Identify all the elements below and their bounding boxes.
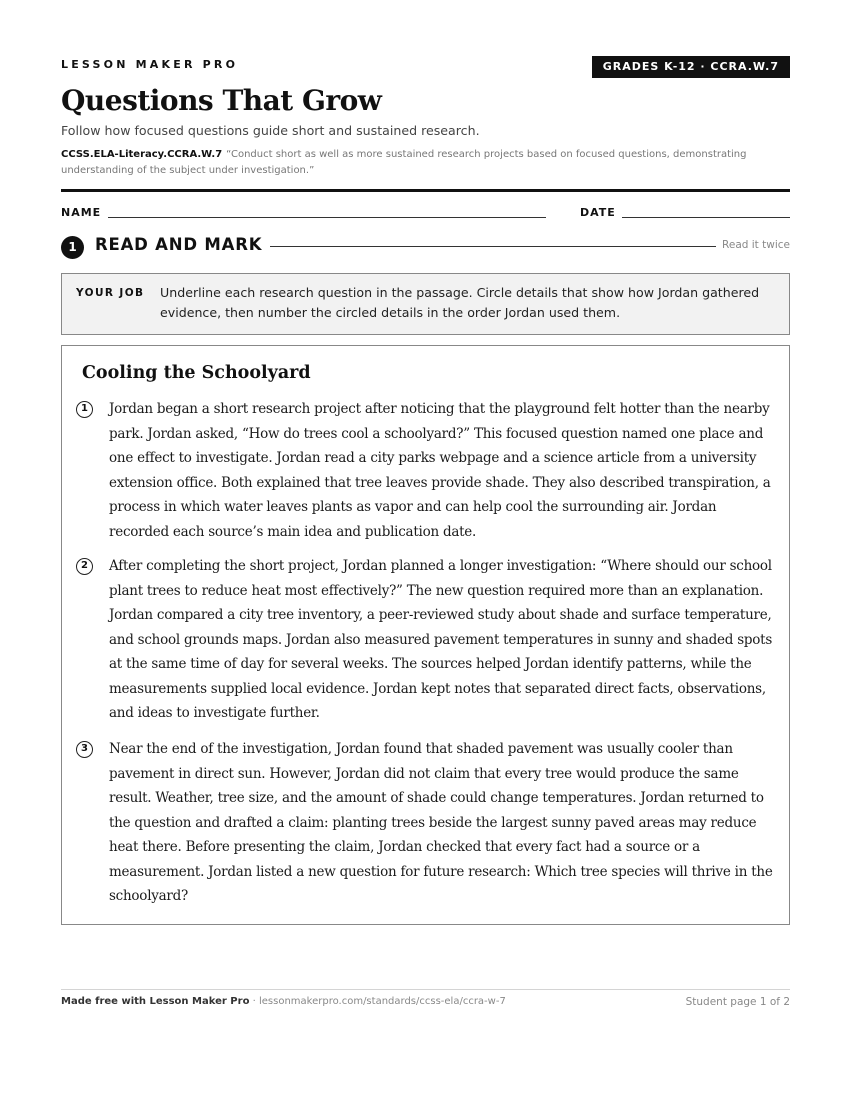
standard-code: CCSS.ELA-Literacy.CCRA.W.7 xyxy=(61,149,223,160)
brand-name: LESSON MAKER PRO xyxy=(61,58,239,71)
section-title: READ AND MARK xyxy=(95,235,263,254)
paragraph-number: 1 xyxy=(76,401,93,418)
header-divider xyxy=(61,189,790,192)
reading-passage xyxy=(61,345,790,925)
paragraph-text: Jordan began a short research project after noticing that the playground felt hotter than the nearby park. Jordan asked, “How do trees cool a schoolyard?” This focused question named one place and one effect to investigate. Jordan read a city parks webpage and a science article from a university extension office. Both explained that tree leaves provide shade. They also described transpiration, a process in which water leaves plants as vapor and can help cool the surrounding air. Jordan recorded each source’s main idea and publication date. xyxy=(109,401,771,540)
footer-divider xyxy=(61,989,790,990)
standard-text: “Conduct short as well as more sustained research projects based on focused questions, demonstrating understanding of the subject under investigation.” xyxy=(61,149,747,176)
name-label: NAME xyxy=(61,206,102,219)
date-label: DATE xyxy=(580,206,616,219)
page-title: Questions That Grow xyxy=(61,84,382,117)
passage-title: Cooling the Schoolyard xyxy=(82,363,311,383)
page-subtitle: Follow how focused questions guide short and sustained research. xyxy=(61,123,480,138)
paragraph-text: Near the end of the investigation, Jordan found that shaded pavement was usually cooler than pavement in direct sun. However, Jordan did not claim that every tree would produce the same result. Weather, tree size, and the amount of shade could change temperatures. Jordan returned to the question and drafted a claim: planting trees beside the largest sunny paved areas may reduce heat there. Before presenting the claim, Jordan checked that every fact had a source or a measurement. Jordan listed a new question for future research: Which tree species will thrive in the schoolyard? xyxy=(109,741,773,904)
name-field[interactable] xyxy=(108,217,546,218)
instructions-text: Underline each research question in the passage. Circle details that show how Jordan gathered evidence, then number the circled details in the order Jordan used them. xyxy=(160,285,760,320)
section-note: Read it twice xyxy=(722,239,790,251)
section-rule xyxy=(270,246,716,247)
instructions-label: YOUR JOB xyxy=(76,287,145,299)
footer-credit xyxy=(61,996,506,1007)
section-number-badge: 1 xyxy=(61,236,84,259)
footer-url: · lessonmakerpro.com/standards/ccss-ela/ccra-w-7 xyxy=(249,996,506,1007)
footer-made-with: Made free with Lesson Maker Pro xyxy=(61,996,250,1007)
date-field[interactable] xyxy=(622,217,790,218)
paragraph-number: 3 xyxy=(76,741,93,758)
instructions-box xyxy=(61,273,790,335)
worksheet-page xyxy=(61,0,790,1100)
top-bar xyxy=(61,56,790,78)
footer-page-number: Student page 1 of 2 xyxy=(685,996,790,1008)
paragraph-number: 2 xyxy=(76,558,93,575)
grade-badge: GRADES K-12 · CCRA.W.7 xyxy=(592,56,790,78)
standard-citation xyxy=(61,147,790,179)
paragraph-text: After completing the short project, Jordan planned a longer investigation: “Where should our school plant trees to reduce heat most effectively?” The new question required more than an explanation. Jordan compared a city tree inventory, a peer-reviewed study about shade and surface temperature, and school grounds maps. Jordan also measured pavement temperatures in sunny and shaded spots at the same time of day for several weeks. The sources helped Jordan identify patterns, while the measurements supplied local evidence. Jordan kept notes that separated direct facts, observations, and ideas to investigate further. xyxy=(109,558,773,721)
